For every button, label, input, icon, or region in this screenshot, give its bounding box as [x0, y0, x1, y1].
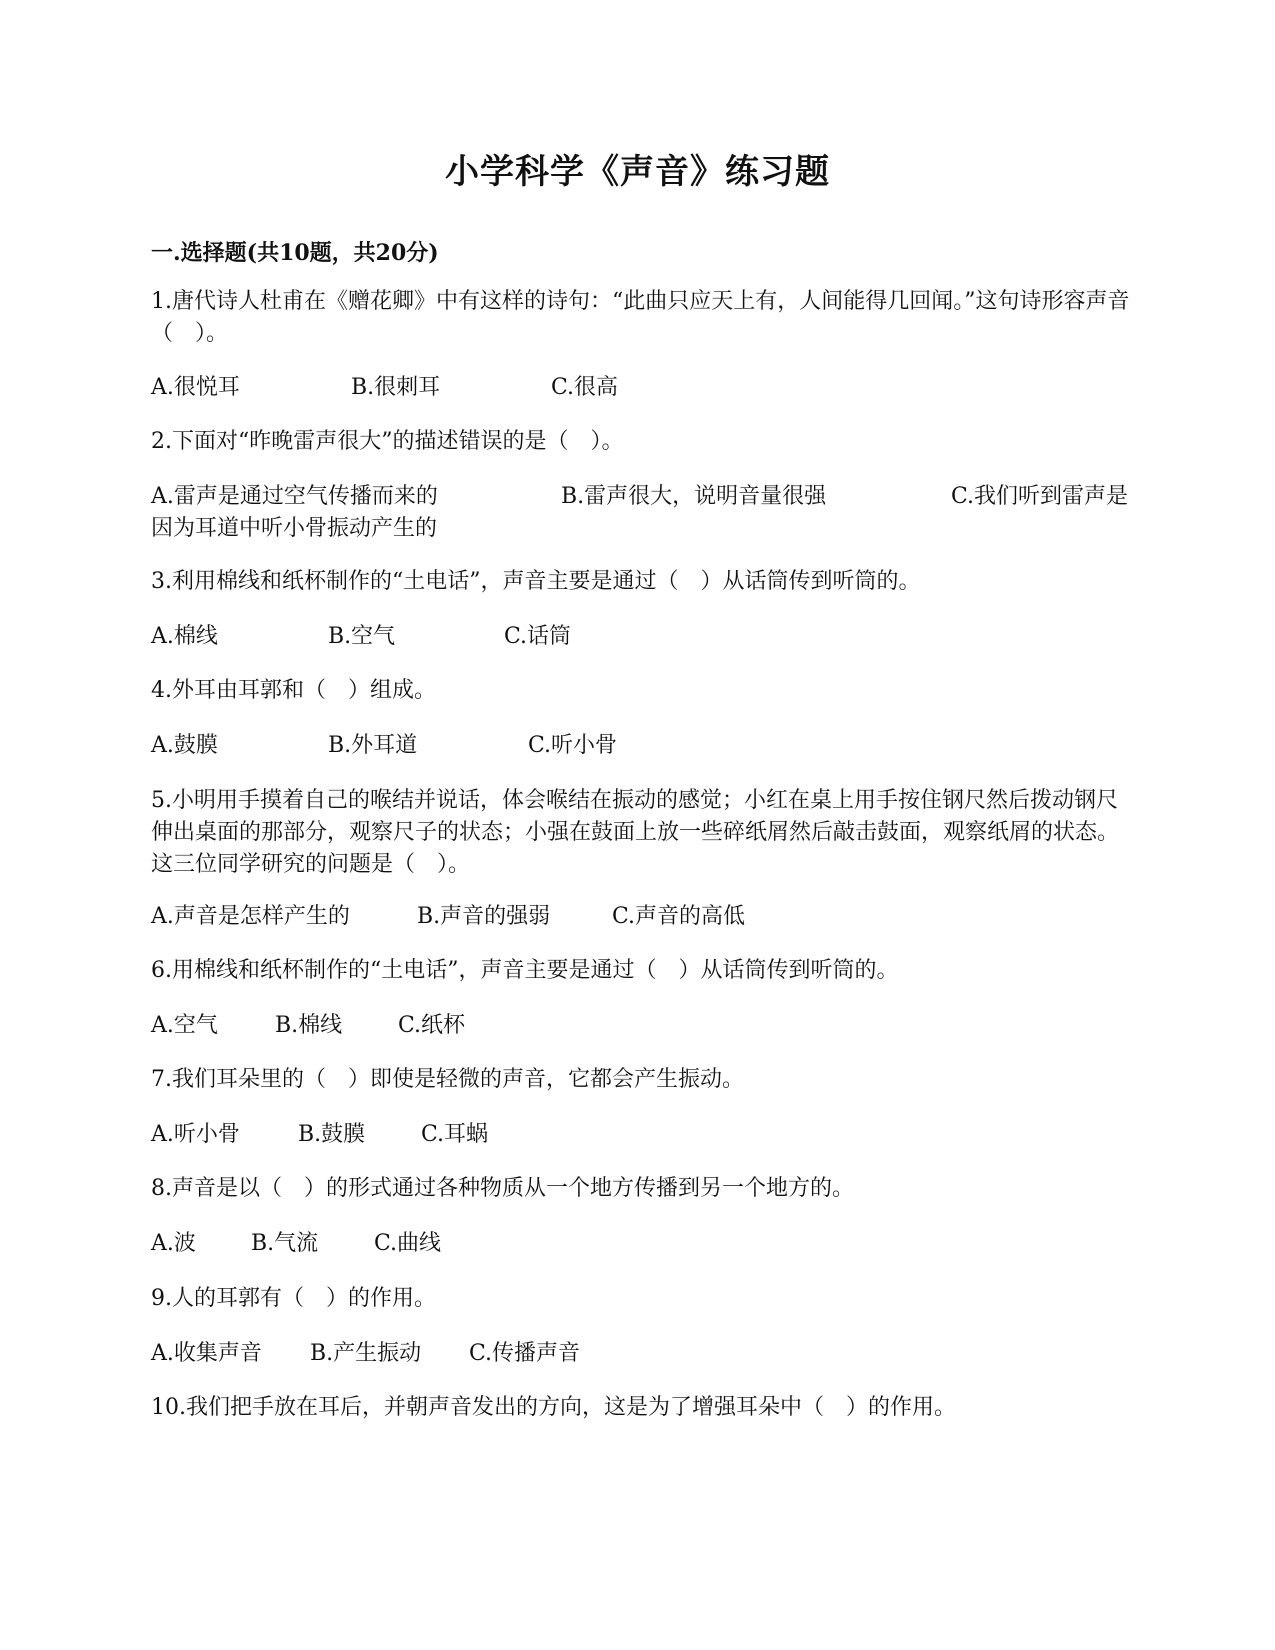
question-6-option-a: A.空气: [151, 1013, 218, 1038]
question-1-option-b: B.很刺耳: [351, 375, 441, 400]
question-5-option-a: A.声音是怎样产生的: [151, 904, 350, 929]
question-7-option-b: B.鼓膜: [298, 1122, 366, 1147]
question-4-stem: 4.外耳由耳郭和（ ）组成。: [151, 678, 436, 703]
question-2-stem: 2.下面对“昨晚雷声很大”的描述错误的是（ ）。: [151, 429, 624, 454]
question-7-stem: 7.我们耳朵里的（ ）即使是轻微的声音，它都会产生振动。: [151, 1067, 744, 1092]
question-8-option-a: A.波: [151, 1231, 196, 1256]
question-1-stem: 1.唐代诗人杜甫在《赠花卿》中有这样的诗句：“此曲只应天上有，人间能得几回闻。”这句诗形容声音（ ）。: [151, 289, 1130, 346]
question-10-stem: 10.我们把手放在耳后，并朝声音发出的方向，这是为了增强耳朵中（ ）的作用。: [151, 1395, 956, 1420]
question-4-option-c: C.听小骨: [528, 733, 618, 758]
question-6-option-b: B.棉线: [275, 1013, 343, 1038]
question-9-option-b: B.产生振动: [310, 1341, 422, 1366]
question-3-option-c: C.话筒: [504, 624, 572, 649]
question-4-option-a: A.鼓膜: [151, 733, 218, 758]
question-8-stem: 8.声音是以（ ）的形式通过各种物质从一个地方传播到另一个地方的。: [151, 1176, 854, 1201]
question-8-option-b: B.气流: [251, 1231, 319, 1256]
question-6-stem: 6.用棉线和纸杯制作的“土电话”，声音主要是通过（ ）从话筒传到听筒的。: [151, 958, 899, 983]
question-2-options: [151, 481, 1131, 545]
question-9-stem: 9.人的耳郭有（ ）的作用。: [151, 1286, 436, 1311]
question-5-stem: 5.小明用手摸着自己的喉结并说话，体会喉结在振动的感觉；小红在桌上用手按住钢尺然后拨动钢尺伸出桌面的那部分，观察尺子的状态；小强在鼓面上放一些碎纸屑然后敲击鼓面，观察纸屑的状态。这三位同学研究的问题是（ ）。: [151, 788, 1120, 877]
question-2-option-b: B.雷声很大，说明音量很强: [561, 484, 827, 509]
question-4-option-b: B.外耳道: [328, 733, 418, 758]
question-3-option-b: B.空气: [328, 624, 396, 649]
question-1-option-c: C.很高: [551, 375, 619, 400]
question-6-option-c: C.纸杯: [398, 1013, 466, 1038]
page-title: 小学科学《声音》练习题: [445, 152, 830, 192]
section-heading: 一.选择题(共10题，共20分): [151, 240, 439, 266]
question-5-option-b: B.声音的强弱: [417, 904, 551, 929]
question-2-option-c: C.我们听到雷声是因为耳道中听小骨振动产生的: [151, 484, 1129, 541]
question-5-option-c: C.声音的高低: [612, 904, 746, 929]
question-8-option-c: C.曲线: [374, 1231, 442, 1256]
question-9-option-a: A.收集声音: [151, 1341, 262, 1366]
question-3-option-a: A.棉线: [151, 624, 218, 649]
question-1-option-a: A.很悦耳: [151, 375, 240, 400]
question-7-option-a: A.听小骨: [151, 1122, 240, 1147]
question-3-stem: 3.利用棉线和纸杯制作的“土电话”，声音主要是通过（ ）从话筒传到听筒的。: [151, 569, 921, 594]
question-7-option-c: C.耳蜗: [421, 1122, 489, 1147]
question-9-option-c: C.传播声音: [469, 1341, 581, 1366]
question-2-option-a: A.雷声是通过空气传播而来的: [151, 484, 438, 509]
